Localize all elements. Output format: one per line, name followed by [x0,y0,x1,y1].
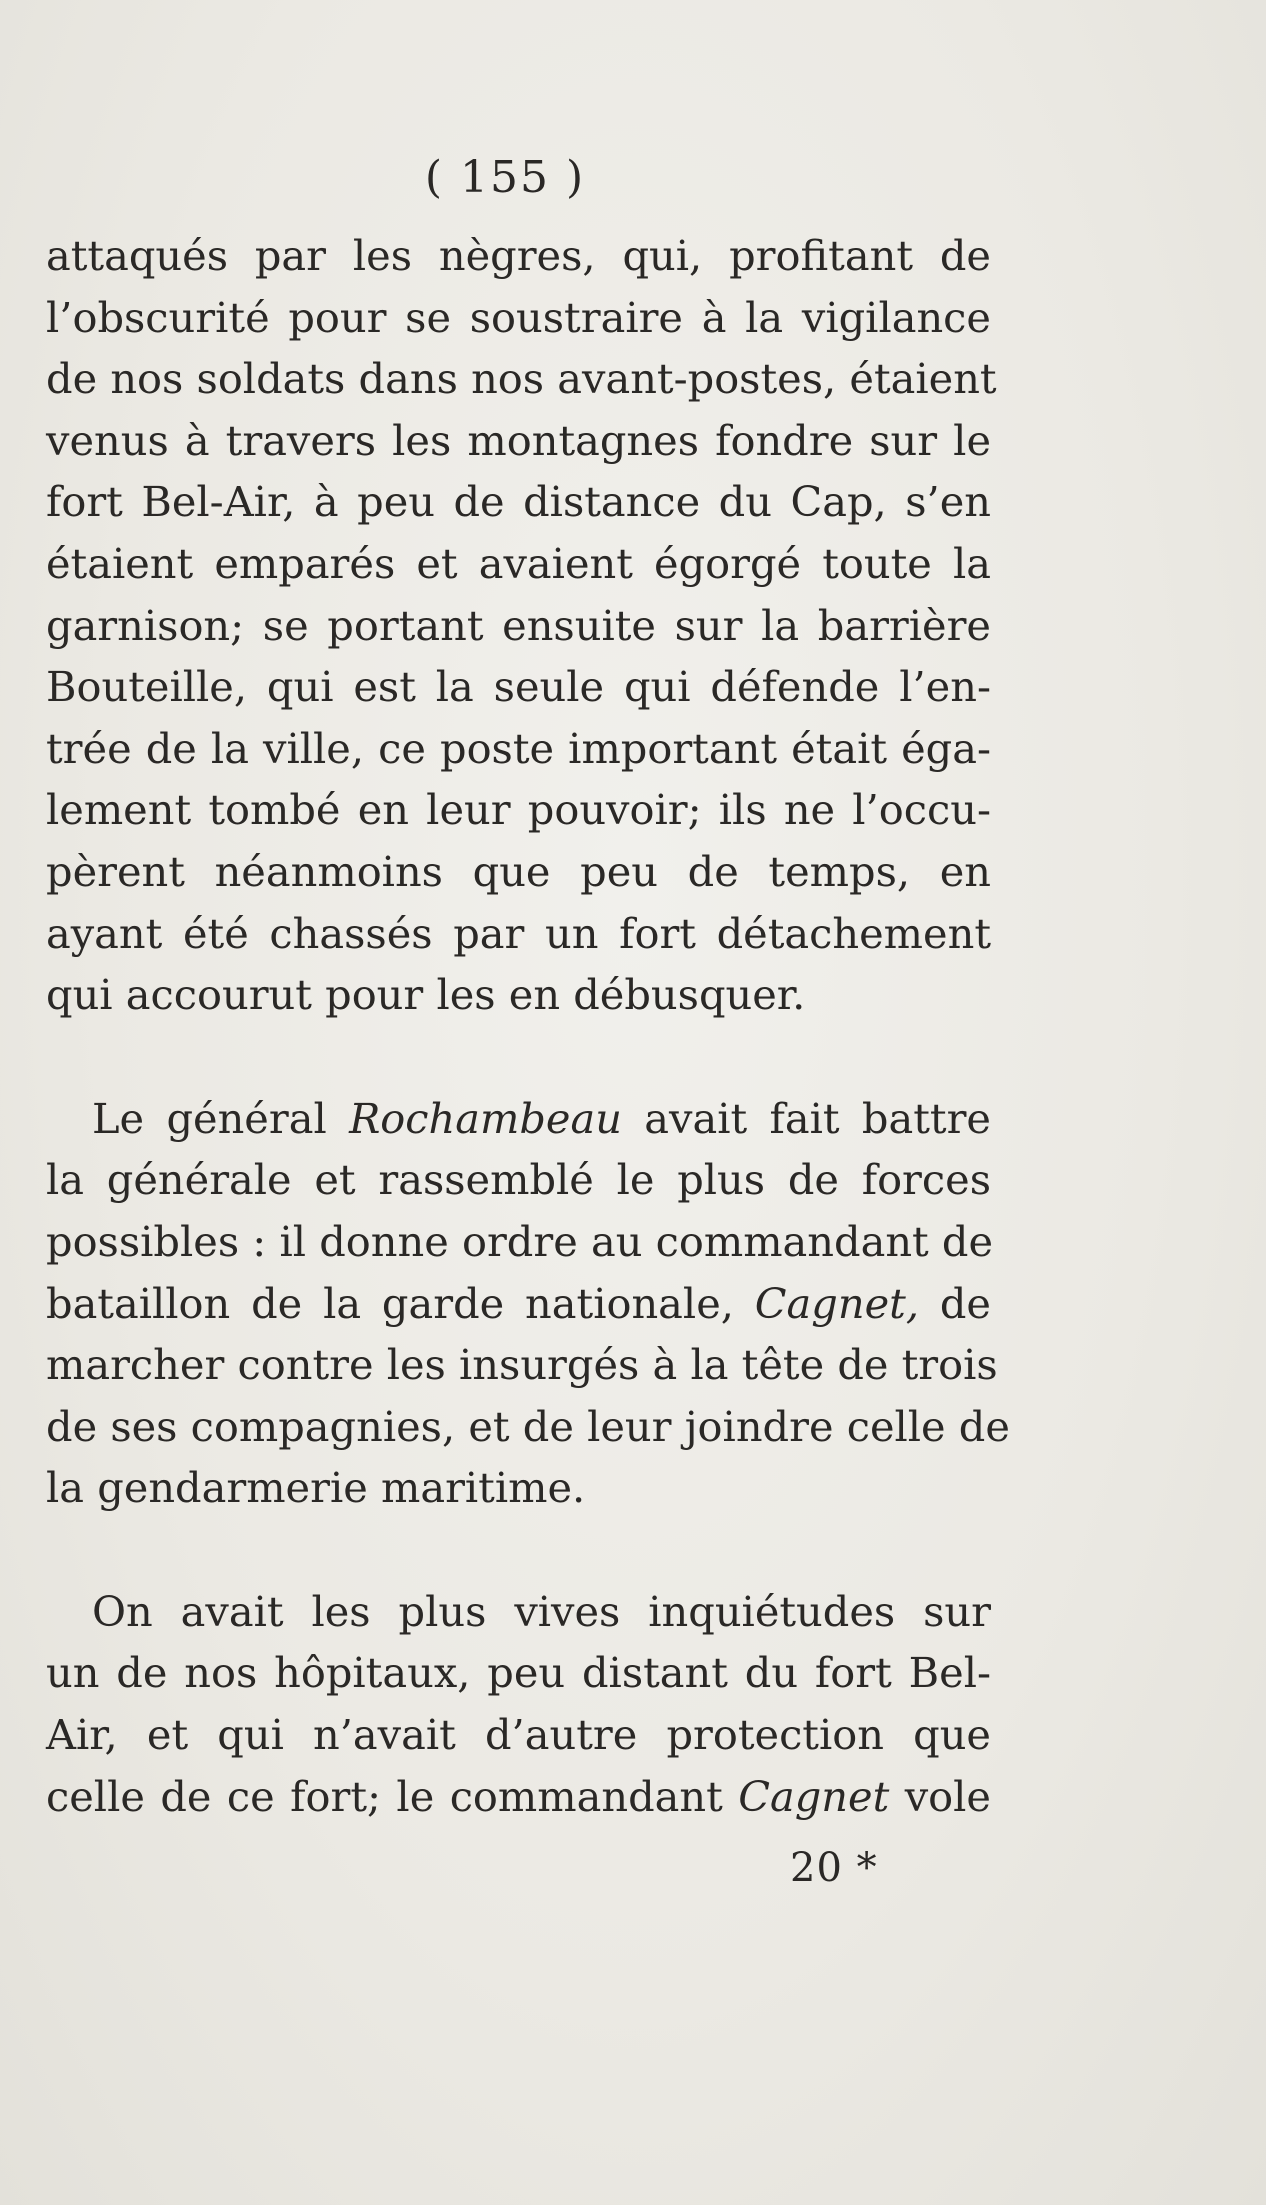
person-name: Cagnet, [754,1278,920,1328]
text-line: garnison; se portant ensuite sur la barrière [46,600,991,650]
body-text [46,225,1010,1827]
text-line: ayant été chassés par un fort détachement [46,908,991,958]
text-segment: Le général [92,1093,350,1143]
text-line: attaqués par les nègres, qui, profitant de [46,231,991,280]
text-line: marcher contre les insurgés à la tête de trois [46,1340,998,1390]
text-line: Bouteille, qui est la seule qui défende l’en- [46,662,991,712]
text-line [46,1088,991,1150]
text-segment: de [919,1278,991,1328]
text-line: fort Bel-Air, à peu de distance du Cap, s’en [46,477,991,527]
text-line: la gendarmerie maritime. [46,1463,586,1513]
text-line: possibles : il donne ordre au commandant de [46,1216,994,1266]
text-line: pèrent néanmoins que peu de temps, en [46,846,991,896]
text-line: un de nos hôpitaux, peu distant du fort Bel- [46,1648,991,1698]
page-number: ( 155 ) [424,152,586,203]
person-name: Rochambeau [349,1093,622,1143]
text-line: Air, et qui n’avait d’autre protection que [46,1710,991,1760]
text-segment: vole [889,1771,991,1821]
signature-mark: 20 * [790,1845,878,1891]
text-line: étaient emparés et avaient égorgé toute la [46,538,991,588]
text-segment: celle de ce fort; le commandant [46,1771,739,1821]
text-segment: avait fait battre [621,1093,991,1143]
text-line [46,1273,991,1335]
text-line: qui accourut pour les en débusquer. [46,970,806,1020]
paragraph-3 [46,1581,991,1827]
text-line [46,1766,991,1828]
text-segment: bataillon de la garde nationale, [46,1278,755,1328]
text-line: trée de la ville, ce poste important était éga- [46,723,991,773]
paragraph-2 [46,1088,1010,1519]
text-line: de ses compagnies, et de leur joindre celle de [46,1401,1010,1451]
text-line: venus à travers les montagnes fondre sur le [46,415,991,465]
text-line: de nos soldats dans nos avant-postes, étaient [46,354,997,404]
paragraph-1 [46,225,997,1026]
text-line: la générale et rassemblé le plus de forces [46,1155,991,1205]
text-line: On avait les plus vives inquiétudes sur [92,1586,991,1636]
text-line: l’obscurité pour se soustraire à la vigilance [46,292,991,342]
person-name: Cagnet [738,1771,890,1821]
text-line: lement tombé en leur pouvoir; ils ne l’occu- [46,785,991,835]
